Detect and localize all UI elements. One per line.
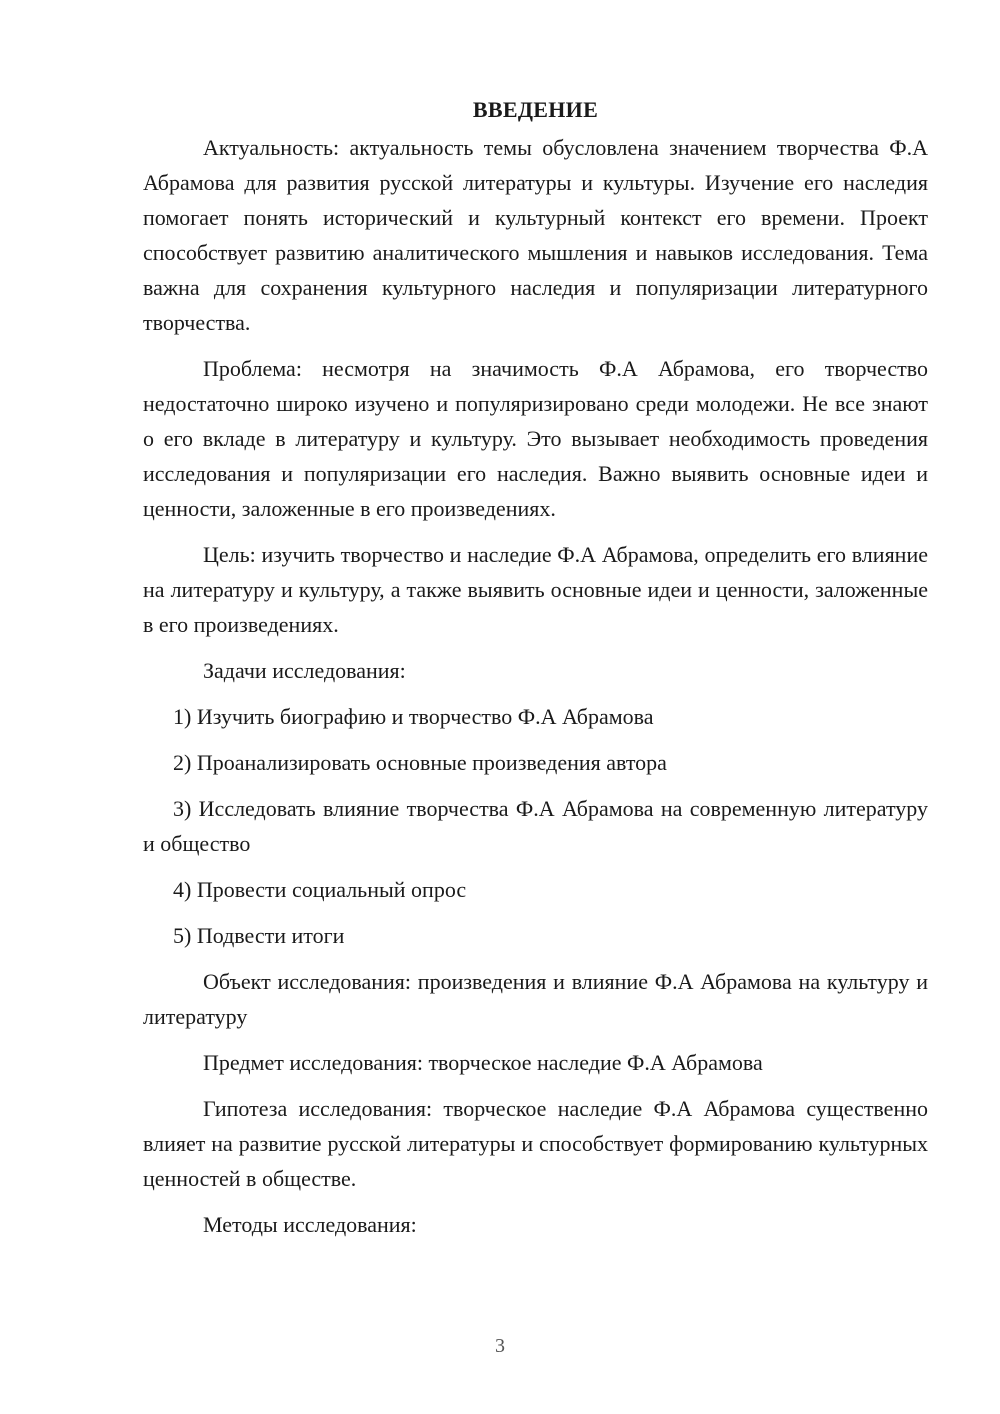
document-page <box>143 96 928 1242</box>
task-item: 2) Проанализировать основные произведения автора <box>173 750 667 775</box>
goal-paragraph: Цель: изучить творчество и наследие Ф.А Абрамова, определить его влияние на литературу и культуру, а также выявить основные идеи и ценности, заложенные в его произведениях. <box>143 542 928 637</box>
page-number: 3 <box>495 1335 505 1357</box>
task-item: 1) Изучить биографию и творчество Ф.А Абрамова <box>173 704 654 729</box>
task-item: 4) Провести социальный опрос <box>173 877 467 902</box>
task-item: 5) Подвести итоги <box>173 923 345 948</box>
task-item: 3) Исследовать влияние творчества Ф.А Абрамова на современную литературу и общество <box>143 796 928 856</box>
tasks-heading: Задачи исследования: <box>203 658 406 683</box>
problem-paragraph: Проблема: несмотря на значимость Ф.А Абрамова, его творчество недостаточно широко изучено и популяризировано среди молодежи. Не все знают о его вкладе в литературу и культуру. Это вызывает необходимость проведения исследования и популяризации его наследия. Важно выявить основные идеи и ценности, заложенные в его произведениях. <box>143 356 928 521</box>
relevance-paragraph: Актуальность: актуальность темы обусловлена значением творчества Ф.А Абрамова для развития русской литературы и культуры. Изучение его наследия помогает понять исторический и культурный контекст его времени. Проект способствует развитию аналитического мышления и навыков исследования. Тема важна для сохранения культурного наследия и популяризации литературного творчества. <box>143 135 928 335</box>
page-title: ВВЕДЕНИЕ <box>472 97 599 122</box>
subject-paragraph: Предмет исследования: творческое наследие Ф.А Абрамова <box>203 1050 763 1075</box>
methods-heading: Методы исследования: <box>203 1212 417 1237</box>
object-paragraph: Объект исследования: произведения и влияние Ф.А Абрамова на культуру и литературу <box>143 969 928 1029</box>
hypothesis-paragraph: Гипотеза исследования: творческое наследие Ф.А Абрамова существенно влияет на развитие русской литературы и способствует формированию культурных ценностей в обществе. <box>143 1096 928 1191</box>
